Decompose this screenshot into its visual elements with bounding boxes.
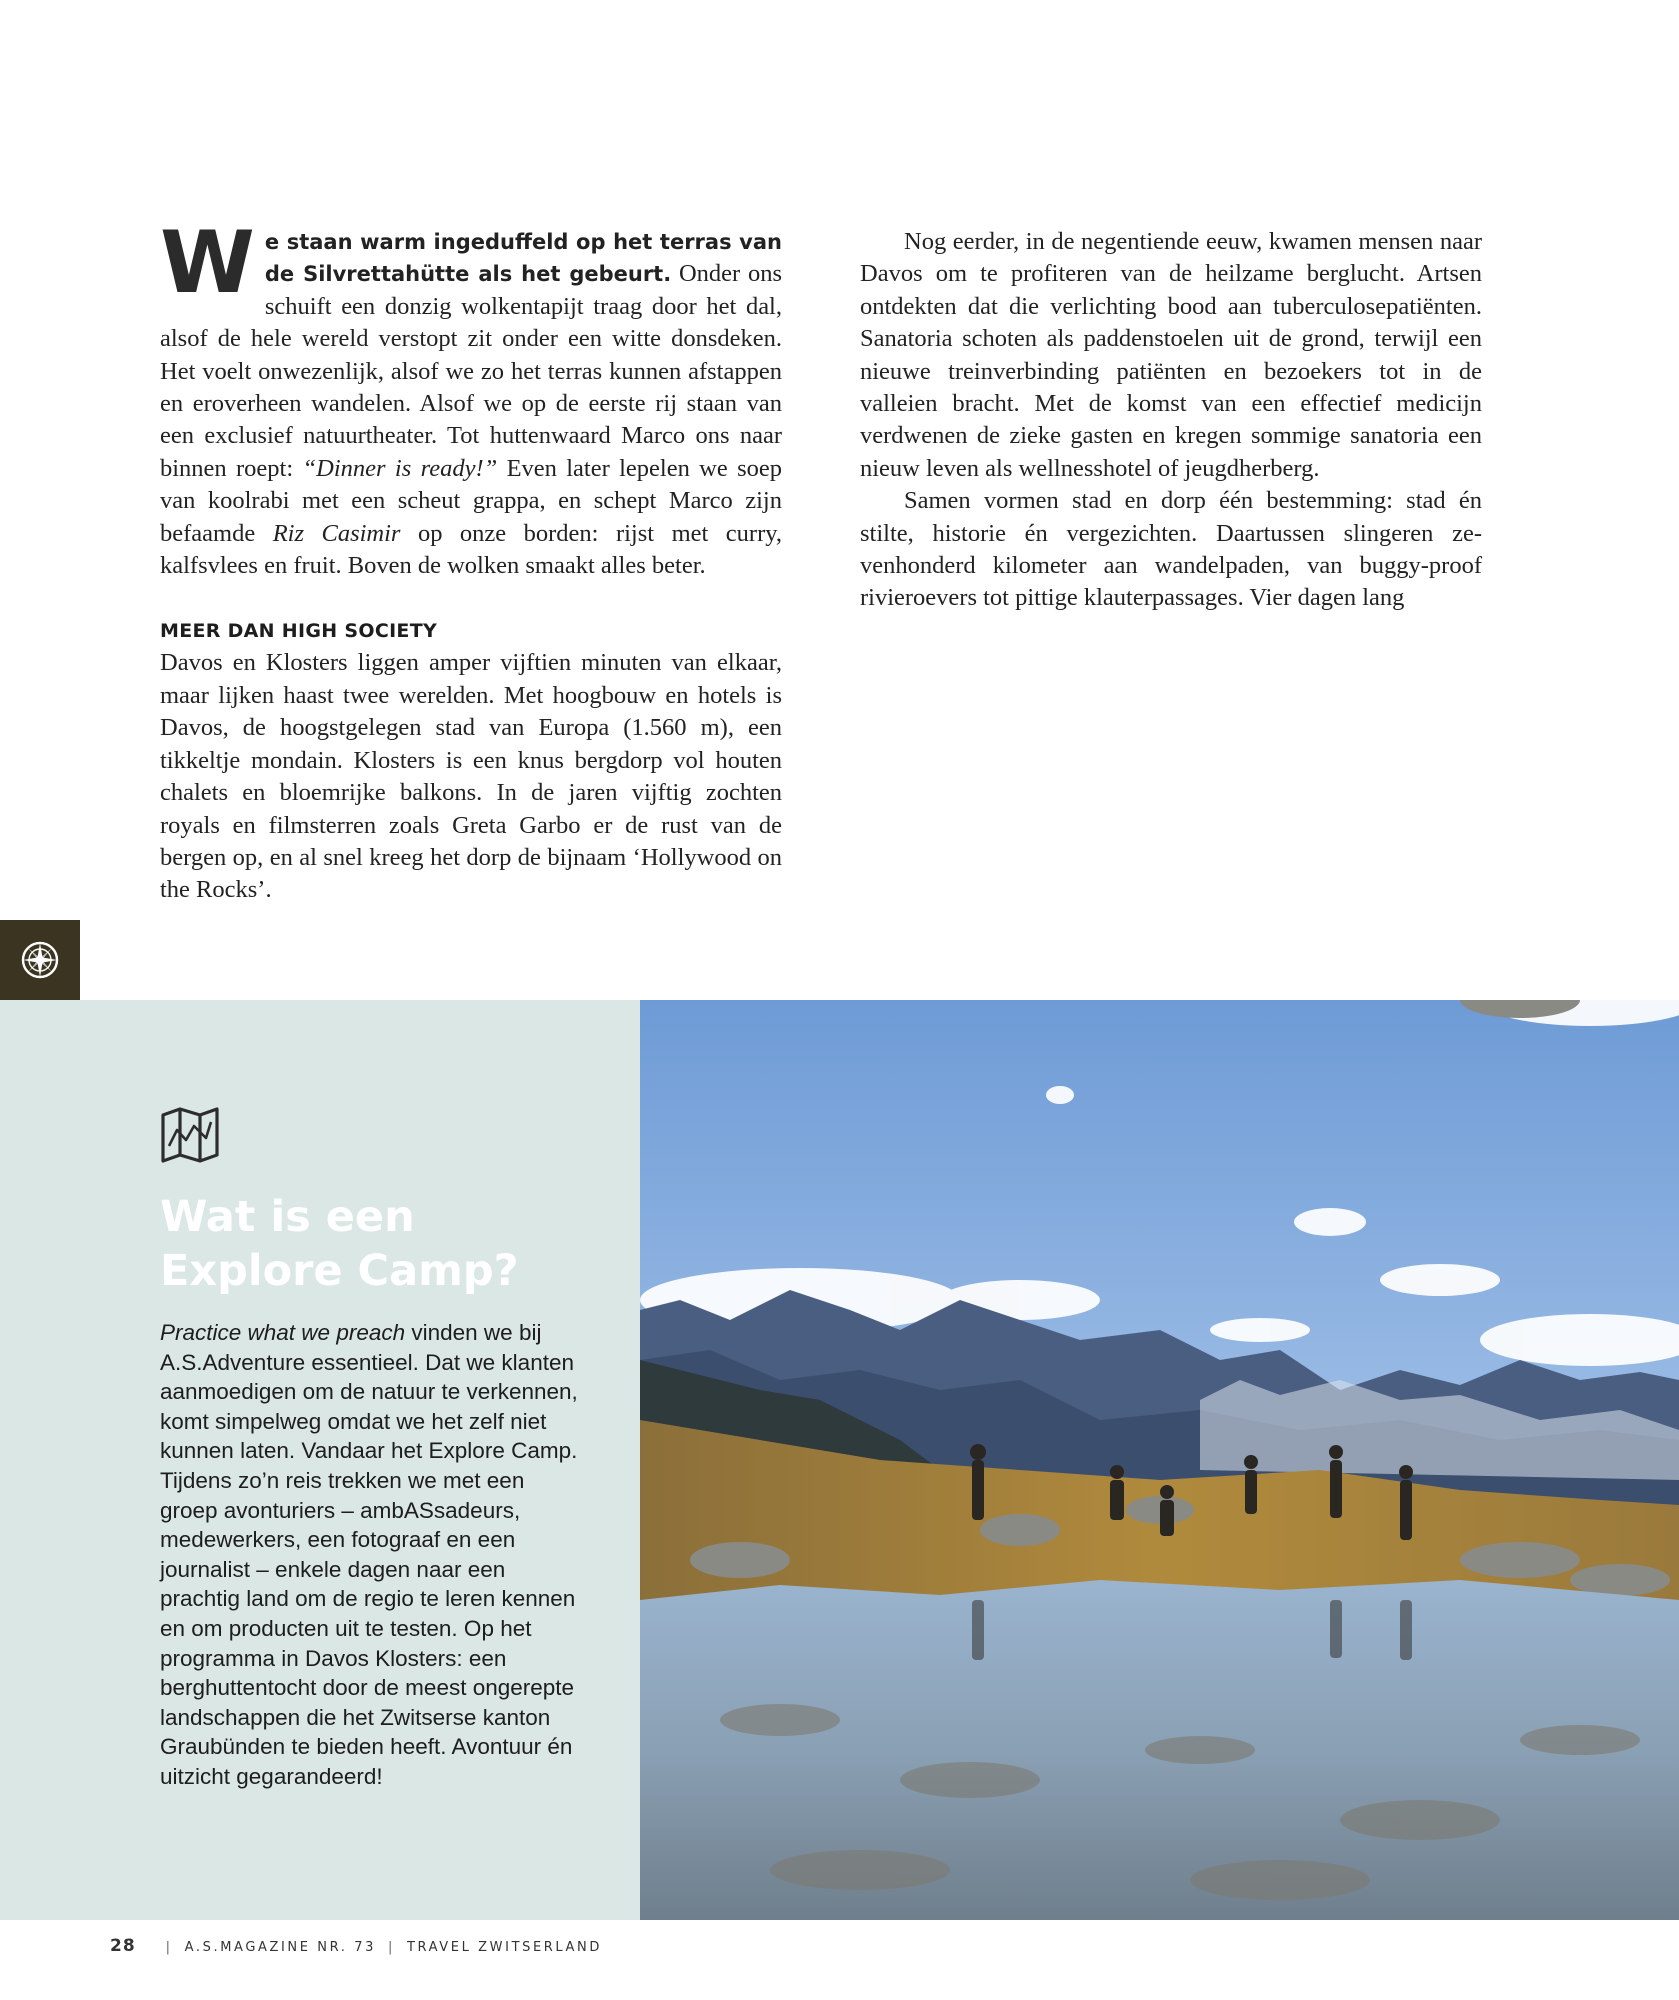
map-icon: [160, 1106, 220, 1164]
lead-sentence: e staan warm ingeduffeld op het terras van de Silvrettahütte als het gebeurt.: [264, 230, 782, 287]
infobox-body: [160, 1318, 580, 1792]
magazine-name: A.S.MAGAZINE NR. 73: [184, 1940, 376, 1955]
page-number: 28: [110, 1936, 136, 1956]
infobox-title: Wat is een Explore Camp?: [160, 1192, 519, 1296]
map-icon-wrapper: [160, 1106, 220, 1168]
page-footer: [110, 1936, 602, 1956]
paragraph-destination: Samen vormen stad en dorp één bestemming: stad én stilte, historie én vergezichten. Daartussen slingeren zevenhonderd kilometer aan wandelpaden, van buggy-proof rivieroevers tot pittige klauterpassages. Vier dagen lang: [860, 487, 1482, 612]
intro-text-c: op onze borden: rijst met curry, kalfsvlees en fruit. Boven de wolken smaakt alles beter.: [160, 519, 783, 580]
drop-cap: W: [160, 213, 255, 313]
section-tab: [0, 920, 80, 1000]
intro-quote: “Dinner is ready!”: [302, 454, 498, 482]
section-subhead: MEER DAN HIGH SOCIETY: [160, 620, 438, 643]
article-column-left: [160, 213, 783, 907]
paragraph-history: Nog eerder, in de negentiende eeuw, kwamen mensen naar Davos om te profiteren van de heilzame berglucht. Artsen ontdekten dat die verlichting bood aan tuberculosepatiënten. Sanatoria schoten als paddenstoelen uit de grond, terwijl een nieuwe treinverbinding patiënten en bezoekers tot in de valleien bracht. Met de komst van een effectief medicijn verdwenen de zieke gasten en kregen sommige sanatoria een nieuw leven als wellnesshotel of jeugdherberg.: [860, 228, 1482, 482]
photo-illustration: [640, 1000, 1679, 1920]
footer-separator: |: [388, 1940, 395, 1955]
explore-camp-infobox: [0, 1000, 640, 1920]
footer-separator: |: [165, 1940, 173, 1955]
section-name: TRAVEL ZWITSERLAND: [406, 1940, 602, 1955]
paragraph-davos-klosters: Davos en Klosters liggen amper vijftien minuten van elkaar, maar lijken haast twee werelden. Met hoogbouw en hotels is Davos, de hoogstgelegen stad van Europa (1.560 m), een tikkeltje mondain. Klosters is een knus bergdorp vol houten chalets en bloemrijke balkons. In de jaren vijftig zochten royals en filmsterren zoals Greta Garbo er de rust van de bergen op, en al snel kreeg het dorp de bijnaam ‘Hollywood on the Rocks’.: [160, 649, 782, 904]
hikers-at-alpine-lake-photo: [640, 1000, 1679, 1920]
article-column-right: [860, 226, 1482, 615]
intro-text-b: Even later lepelen we soep van koolrabi met een scheut grappa, en schept Marco zijn befaamde: [160, 454, 783, 547]
intro-dish: Riz Casimir: [272, 519, 401, 547]
compass-icon: [19, 939, 61, 981]
intro-paragraph: [160, 213, 783, 582]
intro-text-a: Onder ons schuift een donzig wolkentapijt traag door het dal, alsof de hele wereld verstopt zit onder een witte donsdeken. Het voelt onwezenlijk, alsof we zo het terras kunnen afstappen en eroverheen wandelen. Alsof we op de eerste rij staan van een exclusief natuurtheater. Tot huttenwaard Marco ons naar binnen roept:: [160, 260, 782, 482]
infobox-body-emphasis: Practice what we preach: [160, 1320, 406, 1345]
infobox-body-text: vinden we bij A.S.Adventure essentieel. Dat we klanten aanmoedigen om de natuur te verkennen, komt simpelweg omdat we het zelf niet kunnen laten. Vandaar het Explore Camp. Tijdens zo’n reis trekken we met een groep avonturiers – ambASsadeurs, medewerkers, een fotograaf en een journalist – enkele dagen naar een prachtig land om de regio te leren kennen en om producten uit te testen. Op het programma in Davos Klosters: een berghuttentocht door de meest ongerepte landschappen die het Zwitserse kanton Graubünden te bieden heeft. Avontuur én uitzicht gegarandeerd!: [160, 1320, 578, 1789]
